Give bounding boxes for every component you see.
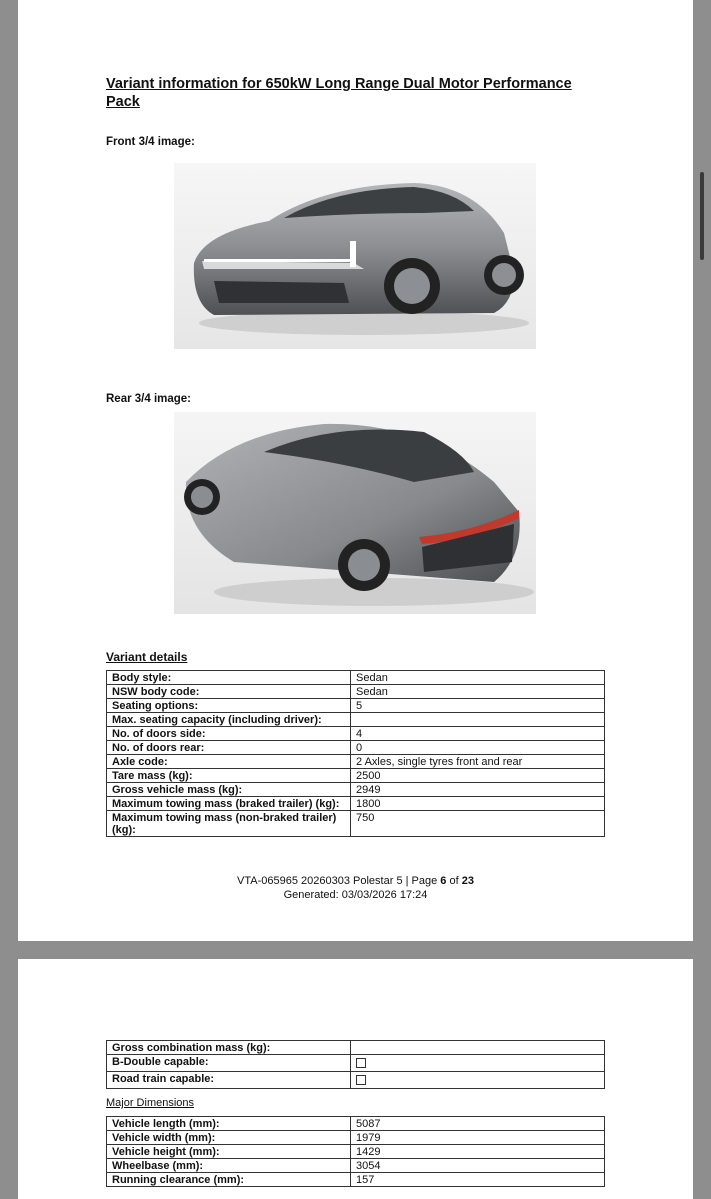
checkbox-unchecked-icon: [356, 1058, 366, 1068]
row-label: No. of doors rear:: [107, 741, 351, 755]
page-footer: [18, 874, 693, 902]
table-row: [107, 1159, 605, 1173]
table-row: [107, 1041, 605, 1055]
footer-of: of: [449, 875, 459, 887]
major-dimensions-title: Major Dimensions: [106, 1097, 195, 1109]
table-row: [107, 811, 605, 837]
checkbox-unchecked-icon: [356, 1075, 366, 1085]
row-value: 5: [351, 699, 605, 713]
row-label: Wheelbase (mm):: [107, 1159, 351, 1173]
row-label: Maximum towing mass (braked trailer) (kg):: [107, 797, 351, 811]
variant-details-table: [106, 670, 605, 837]
row-value: [351, 1072, 605, 1089]
document-page-7: [18, 959, 693, 1199]
table-row: [107, 727, 605, 741]
table-row: [107, 741, 605, 755]
footer-reference: [18, 874, 693, 888]
row-label: Maximum towing mass (non-braked trailer) (kg):: [107, 811, 351, 837]
rear-car-image: [174, 412, 536, 614]
row-label: Axle code:: [107, 755, 351, 769]
front-image-label: Front 3/4 image:: [106, 136, 195, 148]
row-label: Max. seating capacity (including driver):: [107, 713, 351, 727]
row-value: Sedan: [351, 685, 605, 699]
mass-capability-table: [106, 1040, 605, 1089]
table-row: [107, 769, 605, 783]
row-value: 1429: [351, 1145, 605, 1159]
table-row: [107, 1072, 605, 1089]
row-label: Body style:: [107, 671, 351, 685]
table-row: [107, 671, 605, 685]
table-row: [107, 783, 605, 797]
row-label: Gross vehicle mass (kg):: [107, 783, 351, 797]
row-label: No. of doors side:: [107, 727, 351, 741]
table-row: [107, 797, 605, 811]
row-value: 4: [351, 727, 605, 741]
footer-page-number: 6: [440, 875, 447, 887]
row-value: 750: [351, 811, 605, 837]
row-label: B-Double capable:: [107, 1055, 351, 1072]
rear-image-label: Rear 3/4 image:: [106, 393, 192, 405]
row-value: 2500: [351, 769, 605, 783]
table-row: [107, 1055, 605, 1072]
page-title: Variant information for 650kW Long Range Dual Motor Performance Pack: [106, 76, 572, 110]
table-row: [107, 1131, 605, 1145]
row-value: 1979: [351, 1131, 605, 1145]
row-label: Gross combination mass (kg):: [107, 1041, 351, 1055]
footer-doc-ref: VTA-065965 20260303 Polestar 5 | Page: [237, 875, 438, 887]
row-value: 3054: [351, 1159, 605, 1173]
row-value: 1800: [351, 797, 605, 811]
table-row: [107, 755, 605, 769]
table-row: [107, 685, 605, 699]
row-label: NSW body code:: [107, 685, 351, 699]
row-value: Sedan: [351, 671, 605, 685]
table-row: [107, 1173, 605, 1187]
row-value: [351, 713, 605, 727]
row-label: Vehicle height (mm):: [107, 1145, 351, 1159]
footer-page-total: 23: [461, 875, 474, 887]
row-value: 157: [351, 1173, 605, 1187]
row-label: Tare mass (kg):: [107, 769, 351, 783]
row-value: 5087: [351, 1117, 605, 1131]
scrollbar-thumb[interactable]: [700, 172, 704, 260]
row-value: 2949: [351, 783, 605, 797]
row-label: Seating options:: [107, 699, 351, 713]
document-page-6: [18, 0, 693, 941]
row-label: Vehicle width (mm):: [107, 1131, 351, 1145]
row-value: 0: [351, 741, 605, 755]
table-row: [107, 699, 605, 713]
major-dimensions-table: [106, 1116, 605, 1187]
table-row: [107, 713, 605, 727]
footer-generated: Generated: 03/03/2026 17:24: [283, 889, 428, 901]
row-label: Road train capable:: [107, 1072, 351, 1089]
row-value: 2 Axles, single tyres front and rear: [351, 755, 605, 769]
row-label: Vehicle length (mm):: [107, 1117, 351, 1131]
table-row: [107, 1117, 605, 1131]
table-row: [107, 1145, 605, 1159]
variant-details-title: Variant details: [106, 650, 188, 664]
row-label: Running clearance (mm):: [107, 1173, 351, 1187]
row-value: [351, 1055, 605, 1072]
row-value: [351, 1041, 605, 1055]
front-car-image: [174, 163, 536, 349]
